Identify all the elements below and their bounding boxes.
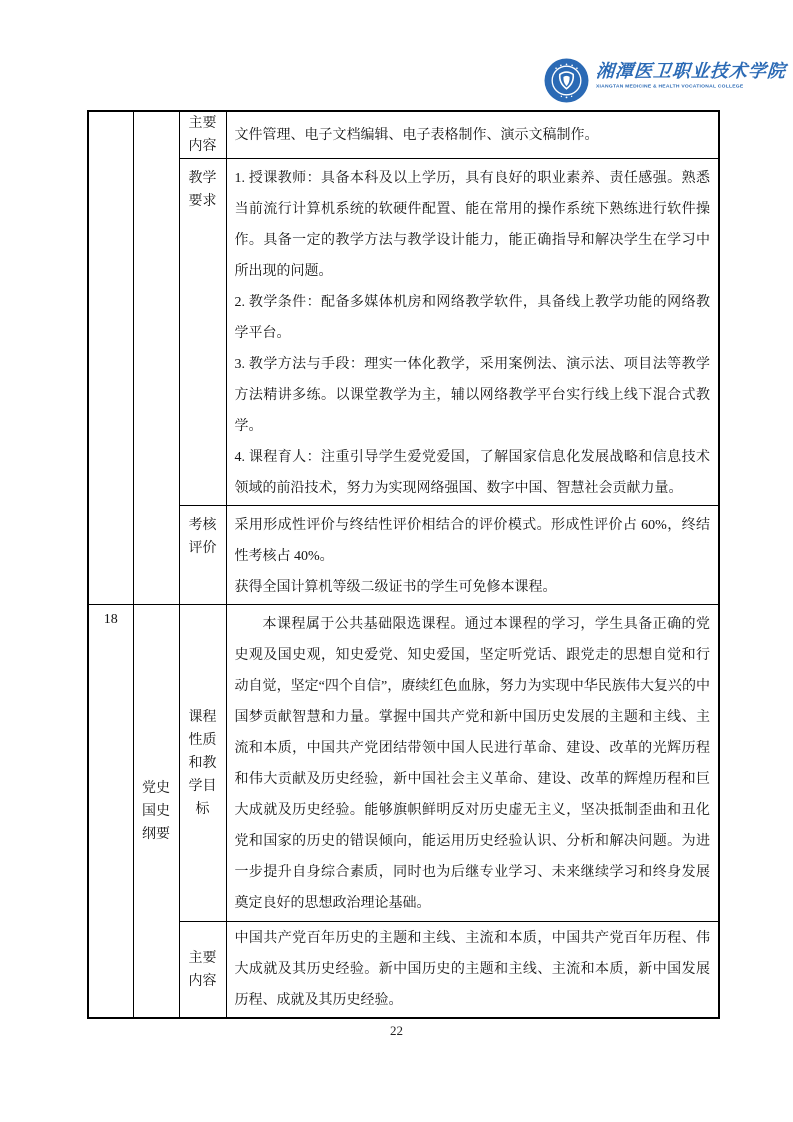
table-row-assessment	[88, 506, 719, 605]
cell-teaching-requirements	[226, 159, 719, 506]
table-row-main-content-a	[88, 111, 719, 159]
paragraph: 本课程属于公共基础限选课程。通过本课程的学习，学生具备正确的党史观及国史观，知史爱党、知史爱国，坚定听党话、跟党走的思想自觉和行动自觉，坚定“四个自信”，赓续红色血脉，努力为实现中华民族伟大复兴的中国梦贡献智慧和力量。掌握中国共产党和新中国历史发展的主题和主线、主流和本质，中国共产党团结带领中国人民进行革命、建设、改革的光辉历程和伟大贡献及历史经验，新中国社会主义革命、建设、改革的辉煌历程和巨大成就及历史经验。能够旗帜鲜明反对历史虚无主义，坚决抵制歪曲和丑化党和国家的历史的错误倾向，能运用历史经验认识、分析和解决问题。为进一步提升自身综合素质，同时也为后继专业学习、未来继续学习和终身发展奠定良好的思想政治理论基础。	[234, 617, 710, 911]
paragraph: 采用形成性评价与终结性评价相结合的评价模式。形成性评价占 60%，终结性考核占 40%。	[234, 518, 710, 564]
row-label-text: 主要内容	[188, 116, 217, 154]
course-name-cell-empty	[133, 111, 179, 605]
table-row-main-content-b	[88, 922, 719, 1019]
paragraph: 文件管理、电子文档编辑、电子表格制作、演示文稿制作。	[234, 127, 599, 143]
college-seal-icon	[544, 58, 589, 103]
college-name-en: XIANGTAN MEDICINE & HEALTH VOCATIONAL COLLEGE	[596, 83, 744, 89]
table-row-teaching-requirements	[88, 159, 719, 506]
row-label-text: 课程性质和教学目标	[188, 709, 217, 817]
row-label-text: 考核评价	[188, 518, 217, 556]
course-name-text: 党史国史纲要	[142, 780, 170, 842]
row-label-main-content-b	[179, 922, 226, 1019]
paragraph: 1. 授课教师：具备本科及以上学历，具有良好的职业素养、责任感强。熟悉当前流行计算机系统的软硬件配置、能在常用的操作系统下熟练进行软件操作。具备一定的教学方法与教学设计能力，能正确指导和解决学生在学习中所出现的问题。	[234, 171, 710, 279]
course-name-cell	[133, 605, 179, 1019]
paragraph: 中国共产党百年历史的主题和主线、主流和本质，中国共产党百年历程、伟大成就及其历史经验。新中国历史的主题和主线、主流和本质，新中国发展历程、成就及其历史经验。	[234, 931, 710, 1008]
college-logo-text	[596, 58, 793, 92]
page-number: 22	[390, 1023, 403, 1038]
course-outline-table	[87, 110, 720, 1019]
college-logo	[544, 58, 793, 103]
paragraph: 2. 教学条件：配备多媒体机房和网络教学软件，具备线上教学功能的网络教学平台。	[234, 295, 710, 341]
paragraph: 4. 课程育人：注重引导学生爱党爱国，了解国家信息化发展战略和信息技术领域的前沿技术，努力为实现网络强国、数字中国、智慧社会贡献力量。	[234, 450, 710, 496]
college-name-zh: 湘潭医卫职业技术学院	[595, 61, 787, 82]
course-number-cell: 18	[88, 605, 133, 1019]
row-label-main-content-a	[179, 111, 226, 159]
row-label-text: 主要内容	[188, 950, 217, 989]
row-label-assessment	[179, 506, 226, 605]
row-label-teaching-requirements	[179, 159, 226, 506]
paragraph: 获得全国计算机等级二级证书的学生可免修本课程。	[234, 580, 557, 595]
cell-main-content-a	[226, 111, 719, 159]
cell-assessment	[226, 506, 719, 605]
row-label-course-nature	[179, 605, 226, 922]
paragraph: 3. 教学方法与手段：理实一体化教学，采用案例法、演示法、项目法等教学方法精讲多练。以课堂教学为主，辅以网络教学平台实行线上线下混合式教学。	[234, 357, 710, 434]
cell-main-content-b	[226, 922, 719, 1019]
table-row-course-nature	[88, 605, 719, 922]
course-number-cell-empty	[88, 111, 133, 605]
row-label-text: 教学要求	[188, 171, 217, 209]
cell-course-nature	[226, 605, 719, 922]
